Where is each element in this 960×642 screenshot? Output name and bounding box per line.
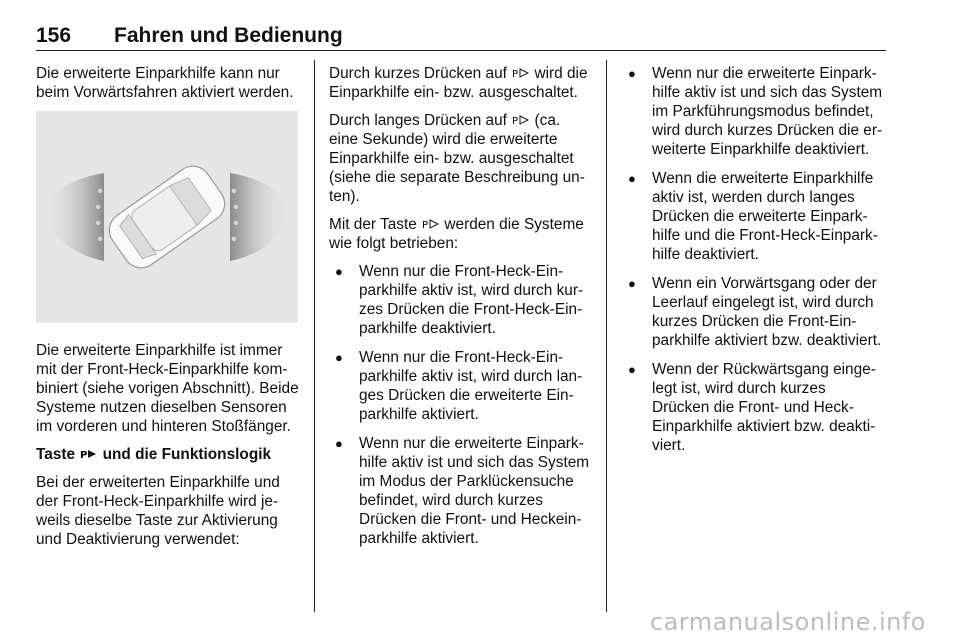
paragraph: Die erweiterte Einparkhilfe kann nur beim Vorwärtsfahren aktiviert werden.: [36, 65, 294, 101]
svg-text:P: P: [512, 69, 519, 79]
paragraph: [329, 111, 593, 206]
column-divider: [606, 60, 607, 612]
car-top-view-figure: [36, 111, 298, 323]
text: werden die Systeme wie folgt betrieben:: [329, 216, 584, 252]
list-item: ● Wenn nur die erweiterte Einparkhilfe aktiv ist und sich das System im Parkführungsmodus befindet, wird durch kurzes Drücken die erweiterte Einparkhilfe deaktiviert.: [622, 64, 887, 159]
page-header: [36, 22, 886, 51]
svg-text:P: P: [512, 116, 519, 126]
park-assist-button-icon: [80, 446, 97, 459]
page-number: 156: [36, 24, 72, 47]
paragraph: Die erweiterte Einparkhilfe ist immer mit der Front-Heck-Einparkhilfe kombiniert (siehe vorigen Abschnitt). Beide Systeme nutzen dieselben Sensoren im vorderen und hinteren Stoßfänger.: [36, 342, 299, 435]
column-3: [622, 64, 887, 465]
bullet-list: [622, 64, 887, 455]
svg-text:P: P: [422, 220, 429, 230]
list-item: ● Wenn nur die Front-Heck-Einparkhilfe aktiv ist, wird durch kurzes Drücken die Front-Heck-Einparkhilfe deaktiviert.: [329, 262, 593, 338]
column-1: [36, 64, 300, 558]
car-shape: [102, 159, 231, 275]
text: Durch langes Drücken auf: [329, 112, 507, 129]
list-item: ● Wenn nur die Front-Heck-Einparkhilfe aktiv ist, wird durch langes Drücken die erweiterte Einparkhilfe aktiviert.: [329, 348, 593, 424]
list-item: ● Wenn die erweiterte Einparkhilfe aktiv ist, werden durch langes Drücken die erweiterte Einparkhilfe und die Front-Heck-Einparkhilfe deaktiviert.: [622, 169, 887, 264]
list-item: ● Wenn nur die erweiterte Einparkhilfe aktiv ist und sich das System im Modus der Parklückensuche befindet, wird durch kurzes Drücken die Front- und Heckeinparkhilfe aktiviert.: [329, 434, 593, 548]
heading-text: Taste: [36, 446, 76, 463]
heading-text: und die Funktionslogik: [102, 446, 272, 463]
svg-text:P: P: [80, 450, 88, 460]
car-top-view-sensor-fields-illustration: [36, 111, 298, 323]
watermark: carmanualsonline.info: [649, 608, 926, 636]
list-item: ● Wenn der Rückwärtsgang eingelegt ist, wird durch kurzes Drücken die Front- und Heck-Einparkhilfe aktiviert bzw. deaktiviert.: [622, 360, 887, 455]
paragraph: [329, 64, 593, 102]
chapter-title: Fahren und Bedienung: [114, 24, 343, 47]
bullet-list: [329, 262, 593, 548]
section-heading: [36, 445, 300, 464]
park-assist-button-icon: [512, 65, 529, 78]
column-divider: [314, 60, 315, 612]
park-assist-button-icon: [512, 112, 529, 125]
text: Durch kurzes Drücken auf: [329, 65, 507, 82]
paragraph: Bei der erweiterten Einparkhilfe und der Front-Heck-Einparkhilfe wird jeweils dieselbe Taste zur Aktivierung und Deaktivierung verwendet:: [36, 474, 280, 548]
text: (ca. eine Sekunde) wird die erweiterte Einparkhilfe ein- bzw. ausgeschaltet (siehe die separate Beschreibung unten).: [329, 112, 585, 205]
paragraph: [329, 215, 593, 253]
park-assist-button-icon: [422, 216, 439, 229]
column-2: [329, 64, 593, 558]
text: Mit der Taste: [329, 216, 417, 233]
list-item: ● Wenn ein Vorwärtsgang oder der Leerlauf eingelegt ist, wird durch kurzes Drücken die Front-Einparkhilfe aktiviert bzw. deaktiviert.: [622, 274, 887, 350]
text: wird die Einparkhilfe ein- bzw. ausgeschaltet.: [329, 65, 588, 101]
